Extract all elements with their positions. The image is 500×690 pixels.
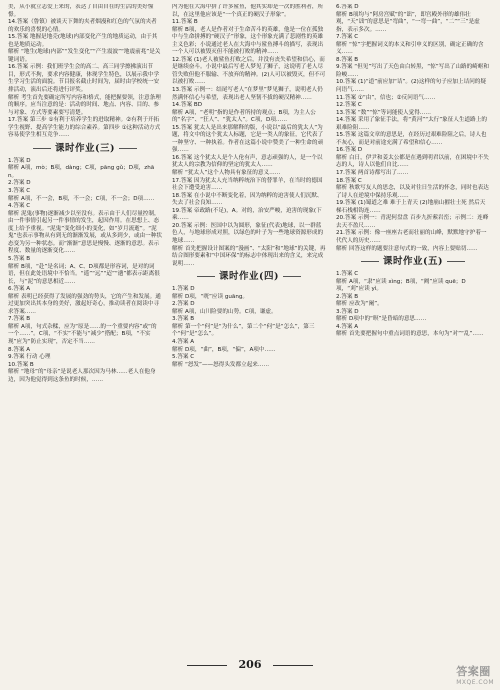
answer-line: 4.答案 C <box>8 203 31 210</box>
watermark-logo <box>456 663 494 686</box>
answer-line: 3.答案 D <box>336 308 359 315</box>
answer-line: 解析 首先要把握句中重点词语的意思，本句为“对”“乱”…… <box>336 331 484 338</box>
answer-line: 解析 “地母”的“母亲”是说老人那次因为马林……老人在他身边，因为他觉得到这条鱼的时候，…… <box>8 369 156 383</box>
answer-line: 2.答案 D <box>8 180 31 187</box>
answer-line: 6.答案 A <box>8 286 31 293</box>
footer-rule-left <box>187 665 227 666</box>
answer-line: 解析 D项中的“暝”是昏暗的意思…… <box>336 316 427 323</box>
footer-rule-right <box>273 665 313 666</box>
section-heading: 课时作业(三) <box>8 143 162 155</box>
answer-line: 13.答案 示例一：结尾写老人“在梦里”梦见狮子，说明老人仍然满怀信心与希望，表现出老人坚韧不拔的硬汉精神…… <box>172 87 323 101</box>
answer-line: 解析 第一个“何”是“为什么”，第二个“何”是“怎么”，第三个“何”是“怎么”。 <box>172 323 315 338</box>
answer-line: 9.答案 行动 心理 <box>8 354 51 361</box>
answer-line: 14.答案（鲁镇）被谈天下舞的夹者烟漫和红色的气氛的夹者的欢乐的喜悦的心情。 <box>8 19 157 33</box>
answer-line: 9.答案 “但见”写出了天色由白转黑，“惊”写出了山路的崎岖和险峻…… <box>336 64 489 78</box>
answer-line: 10.答案 B <box>8 361 34 368</box>
answer-line: 16.答案 D <box>336 147 363 154</box>
answer-line: 3.答案 B <box>172 316 195 323</box>
answer-line: 12.答案 C <box>336 102 362 109</box>
column-right <box>336 4 490 654</box>
answer-line: 18.答案 在小说中不断变化着，因为纳粹的迫害使人们沉默、失去了社会良知…… <box>172 192 323 207</box>
answer-line: 解析 “怒发”——怒得头发都立起来…… <box>172 361 270 368</box>
answer-line: 解析 白日，伊尹和姜太公都是在遇到明君以前，在困境中不失志的人，诗人以他们自比…… <box>336 154 489 169</box>
page-number: 206 <box>238 658 262 671</box>
answer-line: 1.答案 D <box>8 157 31 164</box>
answer-line: 17.答案 因为犹太人充当纳粹统治下的替罪羊，在当时的德国社会下遭受迫害…… <box>172 177 323 192</box>
answer-line: 解析 “地生(地球)内部”“发生变化”“产生震波”“地震前兆”是关键词语。 <box>8 49 161 63</box>
watermark-url: MXQE.COM <box>456 679 494 686</box>
answer-line: 解析 A项，山川险要的山势。C项，谦虚。 <box>172 308 277 315</box>
answer-line: 13.答案 “数”“惊”等词能使人觉得…… <box>336 109 431 116</box>
column-left <box>8 4 162 654</box>
answer-line: 解析 A项，mò；B项，dàng；C项，pāng gǔ；D项，zhān。 <box>8 165 155 179</box>
answer-line: 16.答案 示例：我们班学生会的高二、高三同学擦拂演出节目，形式不拘，要求内容健康，体现学生特色，以展示我中学生学习生活的面貌。节目报名截止时间为，届时由学校统一安排活动，演出后还将进行评奖。 <box>8 64 160 94</box>
answer-line: 11.答案 ①“由”，信也；②反问语气…… <box>336 94 436 101</box>
answer-line: 5.答案 C <box>172 354 195 361</box>
answer-line: 17.答案 第三步 ①有利于培养学生的进取精神。②有利于开拓学生视野、提高学生能力的综合素养。第四步 ①这种活动方式容易使学生相互竞争…… <box>8 117 161 139</box>
answer-line: 3.答案 C <box>8 188 31 195</box>
answer-line: 解析 B项均与“阿房宫赋”的“诎”，即宫殿外形的雄伟壮观，“天“诎”的意思是“弯曲”，“一弯一曲”，“二”“三”是虚指，表示多次。…… <box>336 11 480 33</box>
answer-line: 解析 A项，不一会，B项，不一会；C项，不一会；D项…… <box>8 195 155 202</box>
answer-line: 解析 泥鬼(事物)逐渐减少以至没有。表示由于人们尽量控制，由一件事情引起另一件事情的发生，起因作用。在思想上、态度上给予重视。“泥鬼”变化细小的变化，如“岁月流逝”。“泥鬼”也表示事物从有到无的渐渐发展，或从多到少，或由一种状态变为另一种状态。而“渐渐”意思是慢慢、逐渐的意思。表示程度、数量的逐渐变化…… <box>8 210 162 255</box>
answer-line: 21.答案 示例：像一座座古老而壮丽的山峰，默默地守护着一代代人的历史…… <box>336 230 487 244</box>
answer-line: 解析 B项，“赴”是名词；A、C、D项都是形容词，是对的词语，但在此处语境中不恰当。“遥”“远”“迢”“邈”都表示距离很长，与“泥”的意思相近…… <box>8 263 160 285</box>
answer-line: 20.答案 示例一：青泥何盘盘 百步九折萦岩峦；示例二：连峰去天不盈尺…… <box>336 215 489 229</box>
answer-line: 内为他在大海中拼了许多鲨鱼，他其实却是一次的胜利者，所以，在这里他应该是“一个真正的硬汉子形象”。 <box>172 4 324 18</box>
answer-line: 解析 A项，“老明”指的是作者所持的观点；B项，为主人公的“名字”、“狂人”、“犹太人”。C项，D项…… <box>172 109 316 124</box>
answer-line: 8.答案 A <box>8 346 31 353</box>
answer-line: 解析 考生首先要确定所写内容和格式，能把握要领，注意条理的顺序。应当注意的是：活动的时间、地点、内容、目的、参与对象、方式等要素要写清楚。 <box>8 94 161 116</box>
answer-line: 解析 “犹太人”这个人物具有象征的意义…… <box>172 170 281 177</box>
answer-line: 4.答案 A <box>336 323 359 330</box>
answer-line: 4.答案 A <box>172 338 195 345</box>
answer-line: 2.答案 D <box>172 301 195 308</box>
section-heading: 课时作业(五) <box>336 256 490 268</box>
answer-line: 解析 应改为“阑”。 <box>336 301 383 308</box>
answer-line: 15.答案 这篇文章的意思是，在经历过艰难险阻之后，诗人也不灰心，而是对前途充满了希望和信心…… <box>336 132 487 146</box>
answer-line: 1.答案 D <box>172 286 195 293</box>
answer-line: 7.答案 B <box>8 316 31 323</box>
answer-line: 11.答案 B <box>172 19 198 26</box>
answer-line: 14.答案 采用了象征手法，将“黄河”“太行”象征人生道路上的艰难险阻…… <box>336 117 487 131</box>
answer-line: 1.答案 C <box>336 271 359 278</box>
answer-line: 解析 秋歌写友人的思念，以及对往日生活的怀念，同时也表达了诗人在逆境中保持乐观…… <box>336 185 489 199</box>
answer-line: 5.答案 B <box>8 255 31 262</box>
answer-line: 7.答案 C <box>336 34 359 41</box>
answer-line: 解析 D项，“咣”应读 guāng。 <box>172 293 249 300</box>
answer-line: 12.答案 (1)老人被鲨鱼打败之后，并没有丧失希望和信心，而是继续奋斗。小说中最后写老人梦见了狮子，这说明了老人尽管失败但他不服输、不放弃的精神。(2)人可以被毁灭，但不可以被打败…… <box>172 56 326 86</box>
page-number-footer <box>0 658 500 671</box>
answer-line: 17.答案 两首诗都写出了…… <box>336 170 409 177</box>
answer-line: 19.答案 帝政路(不足)，A。对的，治安严峻，迫害的现象(下乘…… <box>172 207 322 222</box>
answer-line: 解析 首先把握设计图案的“漫画”、“太阳”和“地球”的关键，再结合图形要素和“中国环保”的标志中体现出来的含义，来完成说明…… <box>172 245 326 267</box>
answer-line: 10.答案 (1)“道”前应加“诘”。(2)这样的句子应加上诘问的疑问语气…… <box>336 79 486 94</box>
column-middle <box>172 4 326 654</box>
answer-line: 20.答案 示例：医国中以为圆形，象征(代表)地球，以一群蓝色人，与地球形成对照，以绿色的叶子为一些地球资源形成的地球…… <box>172 222 324 244</box>
watermark-text: 答案圈 <box>456 665 491 678</box>
answer-line: 15.答案 地握是地壳(地球)内部变化产生的地质运动，由于其也是地质运动。 <box>8 34 158 48</box>
answer-line: 解析 表明已经获得了发展的强劲的势头，它的产生和发展。通过更加突出其本身的美好，激起好奇心，推动读者在阅读中寻求答案…… <box>8 293 161 315</box>
answer-line: 6.答案 D <box>336 4 359 10</box>
answer-line: 解析 D项，“曲”，B项，“偏”，A项中…… <box>172 346 276 353</box>
answer-line: 解析 “惊”字把握词义的本义和引申义的区别，确定正确的含义…… <box>336 41 484 56</box>
answer-line: 14.答案 BD <box>172 102 203 109</box>
answer-line: 18.答案 C <box>336 177 362 184</box>
answer-line: 解析 B项，老人是作者对于生命苦斗的英雄，他是一位在孤独中与生命拼搏的“硬汉子”形象，这个形象充满了悲剧性的英雄主义色彩；小说通过老人在大海中与鲨鱼搏斗的描写，表现出一个人可以被毁灭但不能被打败的精神…… <box>172 26 324 56</box>
answer-line: 解析 回答这样的题要注意句式的一致，内容上要贴切…… <box>336 245 478 252</box>
answer-line: 19.答案 (1)蜀道之难 难于上青天 (2)地崩山摧壮士死 然后天梯石栈相钩连…… <box>336 200 486 214</box>
answer-line: 15.答案 犹太人是出来那解释的版，小说以“最后的犹太人”为题，将文中的这个犹太人标题，它是一类人的象征，它代表了一种坚守、一种执着。作者在这篇小说中赞美了一种生命的顽强…… <box>172 124 324 154</box>
answer-line: 解析 A项，“隶”应读 xìng；B项，“阙”应读 quē；D项，“刈”应读 yì。 <box>336 278 466 293</box>
answer-line: 16.答案 这个犹太人是个人伦有声，意志顽强的人，是一个以犹太人的宗教为信仰的坚定的犹太人…… <box>172 154 323 169</box>
section-heading: 课时作业(四) <box>172 271 326 283</box>
answer-line: 解析 A项，句式杂糅，应为“原是……的一个重要内容”或“的一个……”。C项，“不实”不能与“减少”搭配；B项，“不实现”应为“防止实现”，否定不当…… <box>8 323 157 345</box>
answer-line: 2.答案 B <box>336 293 359 300</box>
answer-line: 美，从小就立志爱上来的，表达了自由自在的生活的美好憧憬。 <box>8 4 154 18</box>
answer-line: 8.答案 B <box>336 56 359 63</box>
